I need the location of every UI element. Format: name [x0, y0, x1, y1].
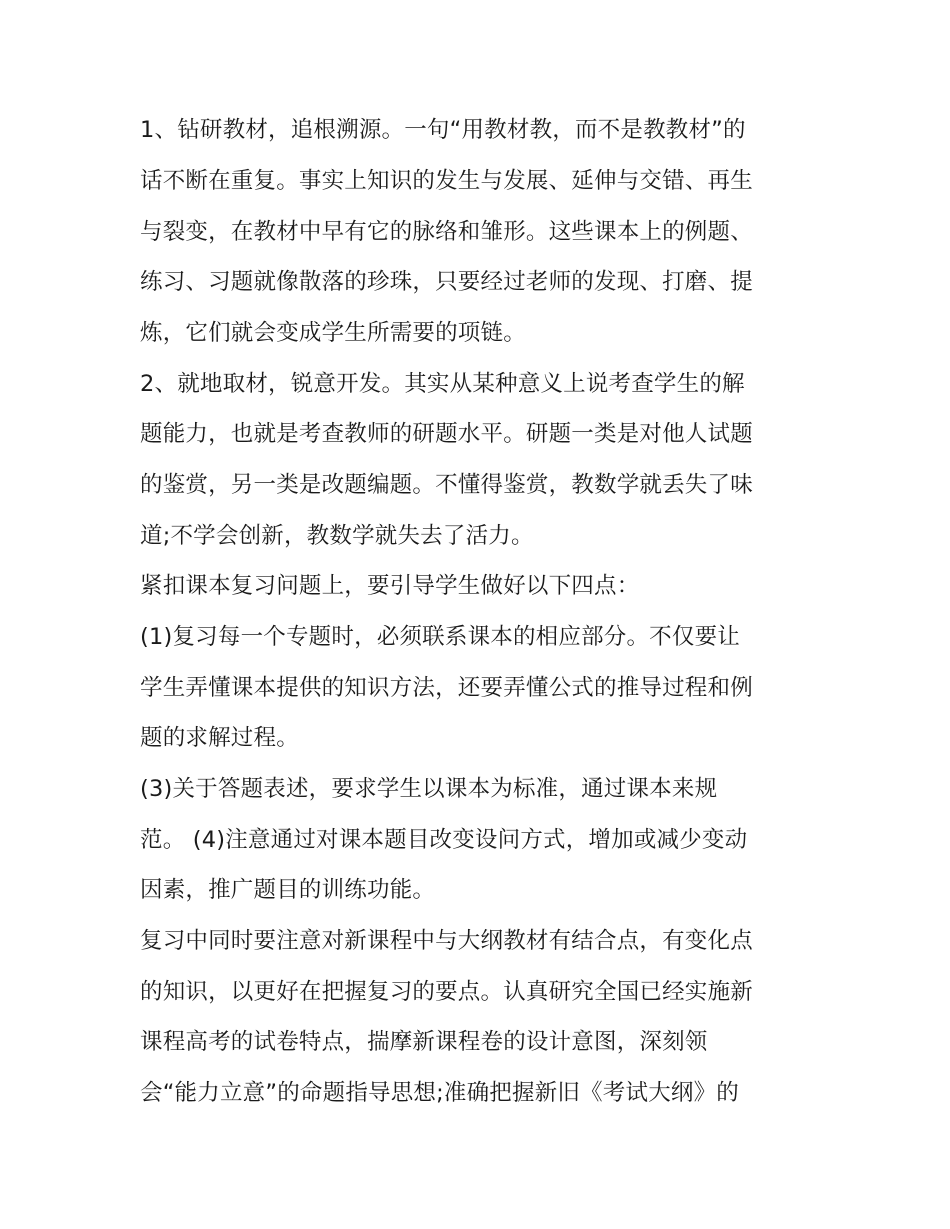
text-line: 复习中同时要注意对新课程中与大纲教材有结合点，有变化点 — [140, 928, 753, 954]
text-line: 的鉴赏，另一类是改题编题。不懂得鉴赏，教数学就丢失了味 — [140, 472, 753, 498]
text-line: 会“能力立意”的命题指导思想;准确把握新旧《考试大纲》的 — [140, 1080, 739, 1106]
text-line: 紧扣课本复习问题上，要引导学生做好以下四点： — [140, 573, 640, 599]
text-line: 炼，它们就会变成学生所需要的项链。 — [140, 320, 526, 346]
text-line: 的知识，以更好在把握复习的要点。认真研究全国已经实施新 — [140, 979, 753, 1005]
text-line: 与裂变，在教材中早有它的脉络和雏形。这些课本上的例题、 — [140, 219, 753, 245]
text-line: 道;不学会创新，教数学就失去了活力。 — [140, 523, 534, 549]
text-line: 因素，推广题目的训练功能。 — [140, 877, 436, 903]
text-line: 练习、习题就像散落的珍珠，只要经过老师的发现、打磨、提 — [140, 269, 753, 295]
text-line: 课程高考的试卷特点，揣摩新课程卷的设计意图，深刻领 — [140, 1029, 708, 1055]
text-line: (1)复习每一个专题时，必须联系课本的相应部分。不仅要让 — [140, 624, 740, 650]
text-line: 2、就地取材，锐意开发。其实从某种意义上说考查学生的解 — [140, 371, 745, 397]
text-line: 话不断在重复。事实上知识的发生与发展、延伸与交错、再生 — [140, 168, 753, 194]
text-line: 题的求解过程。 — [140, 725, 299, 751]
text-line: 题能力，也就是考查教师的研题水平。研题一类是对他人试题 — [140, 421, 753, 447]
text-line: 学生弄懂课本提供的知识方法，还要弄懂公式的推导过程和例 — [140, 675, 753, 701]
text-line: 范。 (4)注意通过对课本题目改变设问方式，增加或减少变动 — [140, 827, 748, 853]
text-line: (3)关于答题表述，要求学生以课本为标准，通过课本来规 — [140, 776, 718, 802]
text-line: 1、钻研教材，追根溯源。一句“用教材教，而不是教教材”的 — [140, 117, 746, 143]
